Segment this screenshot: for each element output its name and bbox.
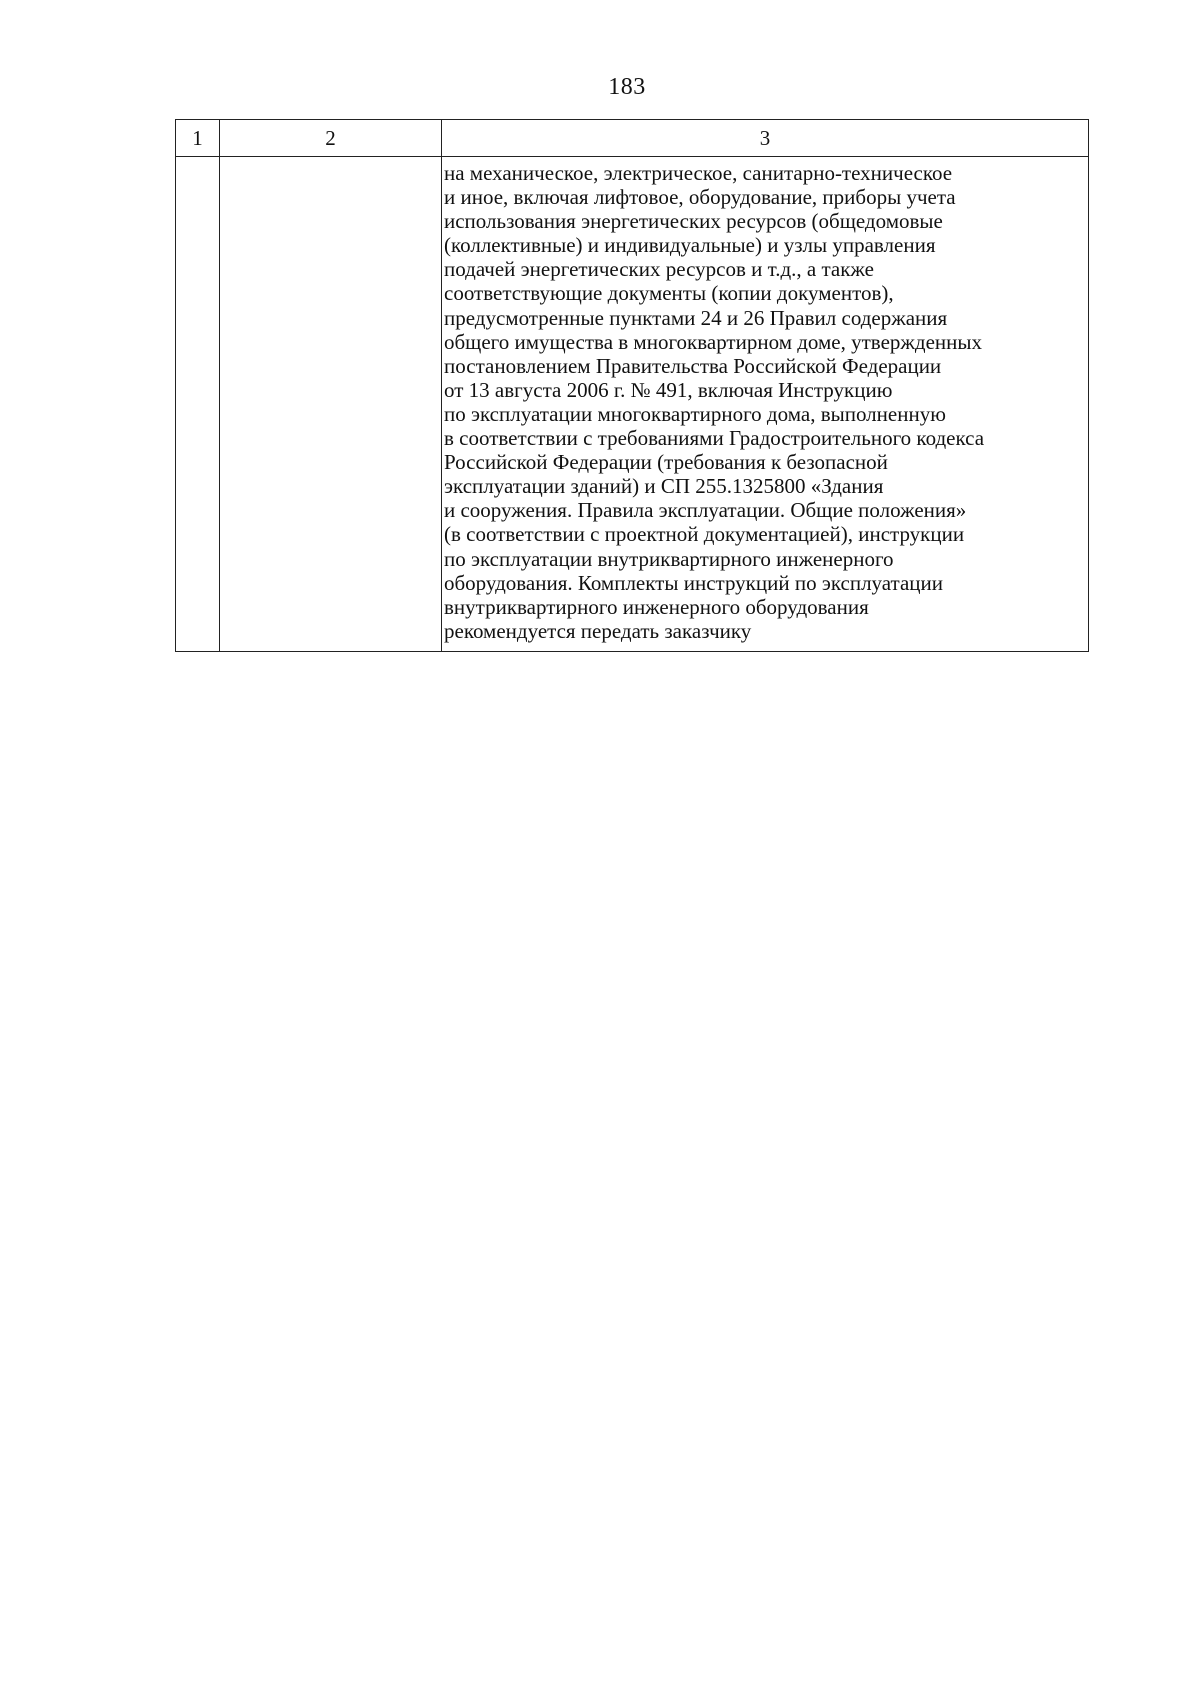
text-line: (коллективные) и индивидуальные) и узлы управления xyxy=(444,233,936,258)
text-line: в соответствии с требованиями Градостроительного кодекса xyxy=(444,426,985,451)
text-line: (в соответствии с проектной документацией), инструкции xyxy=(444,522,965,547)
text-line: по эксплуатации многоквартирного дома, выполненную xyxy=(444,401,946,426)
table-header-row xyxy=(176,120,1089,157)
text-line: подачей энергетических ресурсов и т.д., а также xyxy=(444,257,874,282)
header-col-3: 3 xyxy=(442,120,1089,157)
cell-col-1 xyxy=(176,157,220,652)
text-line: эксплуатации зданий) и СП 255.1325800 «Здания xyxy=(444,474,884,499)
text-line: оборудования. Комплекты инструкций по эксплуатации xyxy=(444,570,944,595)
text-line: и иное, включая лифтовое, оборудование, приборы учета xyxy=(444,185,956,210)
document-table xyxy=(175,119,1089,652)
text-line: и сооружения. Правила эксплуатации. Общие положения» xyxy=(444,498,967,523)
text-line: Российской Федерации (требования к безопасной xyxy=(444,450,888,475)
table-row xyxy=(176,157,1089,652)
header-col-1: 1 xyxy=(176,120,220,157)
text-line: предусмотренные пунктами 24 и 26 Правил содержания xyxy=(444,305,948,330)
cell-col-3 xyxy=(442,157,1089,652)
text-line: от 13 августа 2006 г. № 491, включая Инструкцию xyxy=(444,377,893,402)
cell-col-3-text xyxy=(442,157,1088,645)
header-col-2: 2 xyxy=(220,120,442,157)
text-line: по эксплуатации внутриквартирного инженерного xyxy=(444,546,894,571)
text-line: использования энергетических ресурсов (общедомовые xyxy=(444,209,943,234)
cell-col-2 xyxy=(220,157,442,652)
text-line: рекомендуется передать заказчику xyxy=(444,618,752,643)
text-line: постановлением Правительства Российской Федерации xyxy=(444,353,942,378)
text-line: внутриквартирного инженерного оборудования xyxy=(444,594,869,619)
text-line: общего имущества в многоквартирном доме, утвержденных xyxy=(444,329,983,354)
text-line: соответствующие документы (копии документов), xyxy=(444,281,894,306)
text-line: на механическое, электрическое, санитарно-техническое xyxy=(444,161,953,185)
page-number: 183 xyxy=(608,74,646,100)
